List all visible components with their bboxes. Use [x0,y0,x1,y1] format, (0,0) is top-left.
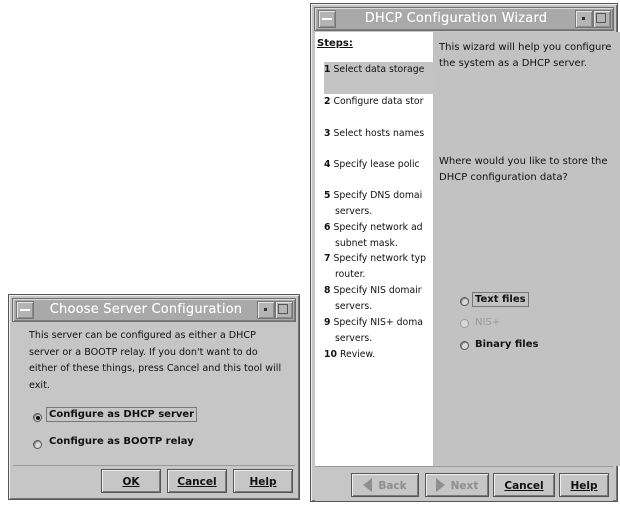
wizard-title: DHCP Configuration Wizard [364,11,548,26]
storage-question-text: Where would you like to store the DHCP configuration data? [439,156,608,183]
step-item-select-hosts-names[interactable]: 3 Select hosts names [324,128,425,139]
step-item-lease-policy[interactable]: 4 Specify lease polic [324,159,420,170]
binary-files-radio[interactable] [460,341,469,350]
dhcp-configuration-wizard-window [310,3,618,502]
step-item-network-type[interactable]: 7 Specify network typ router. [324,253,427,280]
step-item-review[interactable]: 10 Review. [324,349,376,360]
nis-plus-radio[interactable] [460,319,469,328]
window-menu-icon[interactable] [16,301,34,319]
step-item-configure-data-store[interactable]: 2 Configure data stor [324,96,424,107]
dialog-title: Choose Server Configuration [49,302,243,317]
wizard-help-button[interactable]: Help [559,473,609,497]
ok-button[interactable]: OK [101,469,161,493]
step-item-nis-domain[interactable]: 8 Specify NIS domair servers. [324,285,422,312]
help-button[interactable]: Help [233,469,293,493]
minimize-icon[interactable] [257,301,275,319]
step-item-dns-domain[interactable]: 5 Specify DNS domai servers. [324,190,423,217]
wizard-button-bar [315,466,613,501]
step-item-network-address[interactable]: 6 Specify network ad subnet mask. [324,222,423,249]
nis-plus-label[interactable]: NIS+ [475,317,501,328]
steps-heading: Steps: [317,38,353,49]
text-files-label[interactable]: Text files [475,292,529,308]
cancel-button[interactable]: Cancel [167,469,227,493]
maximize-icon[interactable] [275,301,293,319]
wizard-titlebar[interactable] [314,7,614,31]
dhcp-server-radio[interactable] [33,413,42,422]
dialog-titlebar[interactable] [12,298,296,322]
window-menu-icon[interactable] [318,10,336,28]
maximize-icon[interactable] [593,10,611,28]
wizard-cancel-button[interactable]: Cancel [493,473,555,497]
back-arrow-icon [363,478,372,492]
steps-pane [315,32,433,466]
text-files-radio[interactable] [460,297,469,306]
back-button[interactable]: Back [351,473,419,497]
bootp-relay-label[interactable]: Configure as BOOTP relay [49,436,194,447]
next-button[interactable]: Next [425,473,489,497]
binary-files-label[interactable]: Binary files [475,339,539,350]
minimize-icon[interactable] [575,10,593,28]
bootp-relay-radio[interactable] [33,440,42,449]
choose-server-configuration-dialog [8,294,300,500]
step-item-select-data-storage[interactable]: 1 Select data storage [324,62,433,94]
wizard-content-pane [433,32,620,466]
wizard-intro-text: This wizard will help you configure the system as a DHCP server. [439,42,612,69]
next-arrow-icon [436,478,445,492]
dialog-button-bar [13,465,295,466]
step-item-nis-plus-domain[interactable]: 9 Specify NIS+ doma servers. [324,317,423,344]
dialog-message: This server can be configured as either a DHCP server or a BOOTP relay. If you don't want to do either of these things, press Cancel and this tool will exit. [29,330,282,391]
dhcp-server-label[interactable]: Configure as DHCP server [49,409,197,420]
